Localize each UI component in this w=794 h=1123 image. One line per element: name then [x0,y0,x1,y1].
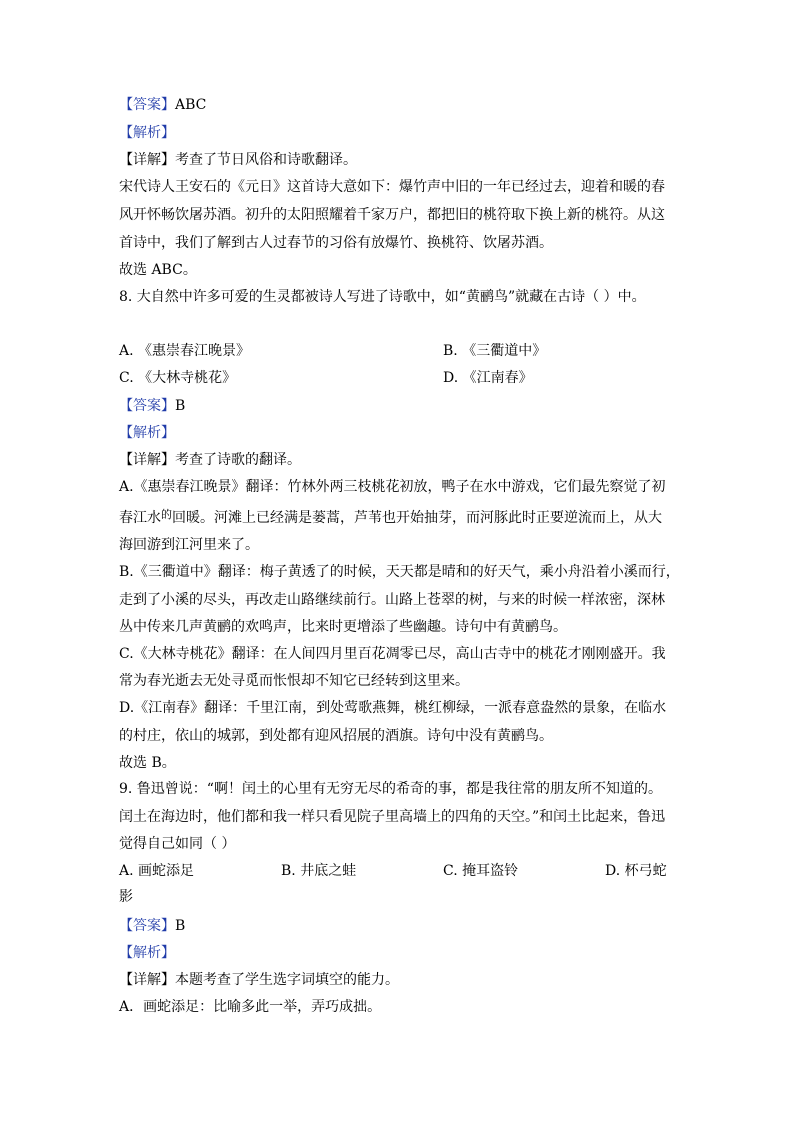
q8-explain-a-line-1: A.《惠崇春江晚景》翻译：竹林外两三枝桃花初放，鸭子在水中游戏，它们最先察觉了初 [119,479,666,495]
answer-value: ABC [175,97,207,113]
q7-body-line-2: 风开怀畅饮屠苏酒。初升的太阳照耀着千家万户，都把旧的桃符取下换上新的桃符。从这 [119,207,665,223]
q8-stem: 8. 大自然中许多可爱的生灵都被诗人写进了诗歌中，如“黄鹂鸟”就藏在古诗（ ）中。 [119,289,646,305]
q8-option-b: B. 《三衢道中》 [443,343,547,359]
q7-body-line-3: 首诗中，我们了解到古人过春节的习俗有放爆竹、换桃符、饮屠苏酒。 [119,235,553,251]
q8-explain-a-line-3: 海回游到江河里来了。 [119,537,259,553]
detail-tag: 【详解】 [119,152,175,168]
answer-tag: 【答案】 [119,918,175,934]
detail-tag: 【详解】 [119,972,175,988]
q8-option-a: A. 《惠崇春江晚景》 [119,343,251,359]
q8-explain-d-line-2: 的村庄，依山的城郭，到处都有迎风招展的酒旗。诗句中没有黄鹂鸟。 [119,728,553,744]
q7-detail-line [119,151,357,169]
q8-option-d: D. 《江南春》 [443,370,533,386]
q8-analysis-tag: 【解析】 [119,425,175,441]
q9-option-a: A. 画蛇添足 [119,863,195,879]
q9-detail-line [119,971,399,989]
q9-option-c: C. 掩耳盗铃 [443,863,519,879]
q9-explain-a: A．画蛇添足：比喻多此一举，弄巧成拙。 [119,999,382,1015]
detail-tag: 【详解】 [119,452,175,468]
q8-explain-c-line-2: 常为春光逝去无处寻觅而怅恨却不知它已经转到这里来。 [119,673,469,689]
answer-value: B [175,918,186,934]
q8-option-c: C. 《大林寺桃花》 [119,370,237,386]
answer-tag: 【答案】 [119,97,175,113]
q8-explain-a-line-2: 春江水$^的$回暖。河滩上已经满是蒌蒿，芦苇也开始抽芽，而河豚此时正要逆流而上，从大 [119,508,662,526]
detail-text: 考查了节日风俗和诗歌翻译。 [175,152,357,168]
detail-text: 本题考查了学生选字词填空的能力。 [175,972,399,988]
q9-answer-line [119,917,185,935]
detail-text: 考查了诗歌的翻译。 [175,452,301,468]
q9-analysis-tag: 【解析】 [119,945,175,961]
q9-stem-line-3: 觉得自己如同（ ） [119,836,236,852]
answer-value: B [175,398,186,414]
q9-stem-line-2: 闰土在海边时，他们都和我一样只看见院子里高墙上的四角的天空。”和闰土比起来，鲁迅 [119,809,666,825]
q8-detail-line [119,451,301,469]
q9-option-d: D. 杯弓蛇 [605,863,667,879]
q7-analysis-tag: 【解析】 [119,125,175,141]
q9-option-d-wrap: 影 [119,889,133,905]
q8-explain-d-line-1: D.《江南春》翻译：千里江南，到处莺歌燕舞，桃红柳绿，一派春意盎然的景象，在临水 [119,700,667,716]
q7-body-line-1: 宋代诗人王安石的《元日》这首诗大意如下：爆竹声中旧的一年已经过去，迎着和暖的春 [119,179,665,195]
q8-answer-line [119,397,185,415]
q9-option-b: B. 井底之蛙 [281,863,357,879]
q8-explain-b-line-1: B.《三衢道中》翻译：梅子黄透了的时候，天天都是晴和的好天气，乘小舟沿着小溪而行， [119,564,680,580]
q8-conclusion: 故选 B。 [119,755,176,771]
superscript-char: 的 [161,508,172,521]
q8-explain-b-line-3: 丛中传来几声黄鹂的欢鸣声，比来时更增添了些幽趣。诗句中有黄鹂鸟。 [119,619,567,635]
q9-stem-line-1: 9. 鲁迅曾说：“啊！闰土的心里有无穷无尽的希奇的事，都是我往常的朋友所不知道的。 [119,781,662,797]
q8-explain-c-line-1: C.《大林寺桃花》翻译：在人间四月里百花凋零已尽，高山古寺中的桃花才刚刚盛开。我 [119,646,666,662]
q7-conclusion: 故选 ABC。 [119,262,197,278]
q7-answer-line [119,96,206,114]
q8-explain-b-line-2: 走到了小溪的尽头，再改走山路继续前行。山路上苍翠的树，与来的时候一样浓密，深林 [119,592,665,608]
answer-tag: 【答案】 [119,398,175,414]
